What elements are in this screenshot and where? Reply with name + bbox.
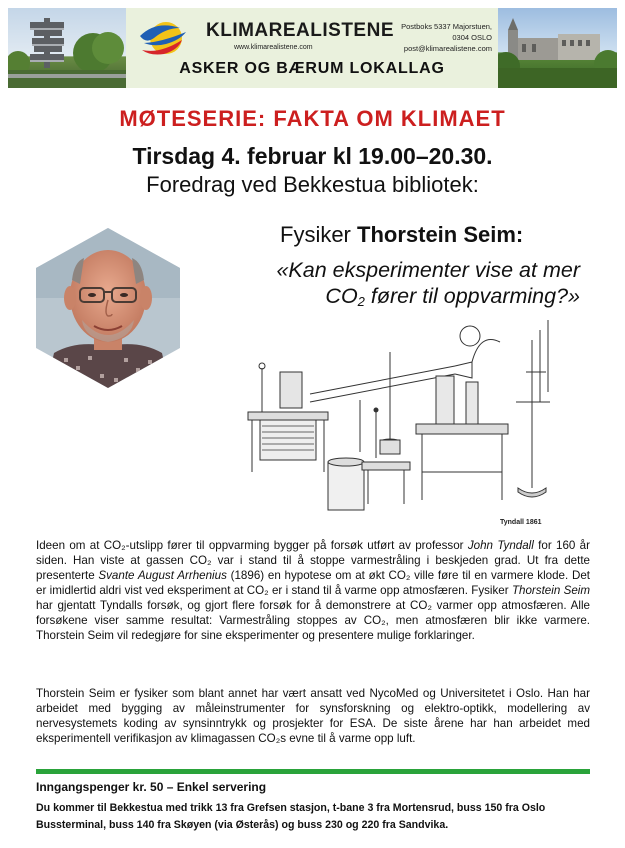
klimarealistene-logo-icon — [136, 16, 196, 56]
speaker-name: Thorstein Seim: — [357, 222, 524, 247]
talk-title-co: CO — [325, 284, 358, 308]
p1-text-c: (1896) en hypotese om at økt CO₂ ville føre til en varmere klode. Det er imidlertid aldri vist ved eksperiment at CO₂ er i stand til å varme opp atmosfæren. Fysiker — [36, 569, 591, 597]
p1-name-tyndall: John Tyndall — [467, 539, 534, 552]
series-title: MØTESERIE: FAKTA OM KLIMAET — [119, 106, 506, 131]
building-photo — [8, 8, 126, 88]
address-line2: 0304 OSLO — [452, 33, 492, 42]
talk-title-subscript: 2 — [357, 294, 365, 309]
klimarealistene-banner — [126, 8, 498, 88]
transport-info: Du kommer til Bekkestua med trikk 13 fra Grefsen stasjon, t-bane 3 fra Mortensrud, buss 150 fra Oslo Bussterminal, buss 140 fra Skøyen (via Østerås) og buss 230 og 220 fra Sandvika. — [36, 802, 546, 831]
banner-title: ASKER OG BÆRUM LOKALLAG — [179, 60, 445, 77]
green-divider — [36, 769, 590, 774]
tyndall-apparatus-illustration — [240, 312, 558, 512]
speaker-portrait — [36, 228, 180, 388]
talk-title-rest: fører til oppvarming?» — [364, 284, 580, 308]
event-date: Tirsdag 4. februar kl 19.00–20.30. — [132, 143, 493, 169]
brand-name — [206, 20, 394, 42]
p1-text-d: har gjentatt Tyndalls forsøk, og gjort flere forsøk for å demonstrere at CO₂ varmer opp atmosfæren. Alle forsøkene viser samme resultat: Varmestråling stoppes av CO₂, men atmosfæren blir ikke varmere. Thorstein Seim vil redegjøre for sine eksperimenter og presentere mulige forklaringer. — [36, 599, 590, 642]
talk-title-line2 — [195, 283, 580, 315]
talk-title — [195, 257, 580, 315]
speaker-line — [280, 222, 523, 248]
brand-name-part1: KLIMA — [206, 20, 269, 41]
p1-name-seim: Thorstein Seim — [511, 584, 591, 597]
p1-text-b: for 160 år siden. Han viste at gassen CO₂ var i stand til å stoppe varmestråling i beskjeden grad. Ut fra dette presenterte — [36, 539, 590, 582]
body-paragraph-1 — [36, 538, 590, 643]
address-line1: Postboks 5337 Majorstuen, — [401, 22, 492, 31]
body-paragraph-2: Thorstein Seim er fysiker som blant annet har vært ansatt ved NycoMed og Universitetet i Oslo. Han har arbeidet med bygging av måleinstrumenter for synsforskning og elektro-optikk, modellering av nervesystemets koding av synsinntrykk og prosjekter for ESA. De siste årene har han arbeidet med eksperimentell verifikasjon av klimagassen CO₂s evne til å varme opp luft. — [36, 687, 590, 745]
p1-text-a: Ideen om at CO₂-utslipp fører til oppvarming bygger på forsøk utført av professor — [36, 539, 468, 552]
event-venue: Foredrag ved Bekkestua bibliotek: — [146, 172, 479, 197]
talk-title-line1: «Kan eksperimenter vise at mer — [276, 258, 580, 282]
header-banner — [8, 8, 617, 88]
brand-url[interactable]: www.klimarealistene.com — [234, 44, 313, 51]
p1-name-arrhenius: Svante August Arrhenius — [98, 569, 227, 582]
postal-address — [392, 21, 492, 54]
address-email[interactable]: post@klimarealistene.com — [403, 44, 492, 53]
speaker-prefix: Fysiker — [280, 222, 357, 247]
entry-fee: Inngangspenger kr. 50 – Enkel servering — [36, 780, 267, 794]
image-caption: Tyndall 1861 — [500, 519, 542, 526]
church-photo — [498, 8, 617, 88]
brand-name-part2: REALISTENE — [268, 20, 395, 41]
